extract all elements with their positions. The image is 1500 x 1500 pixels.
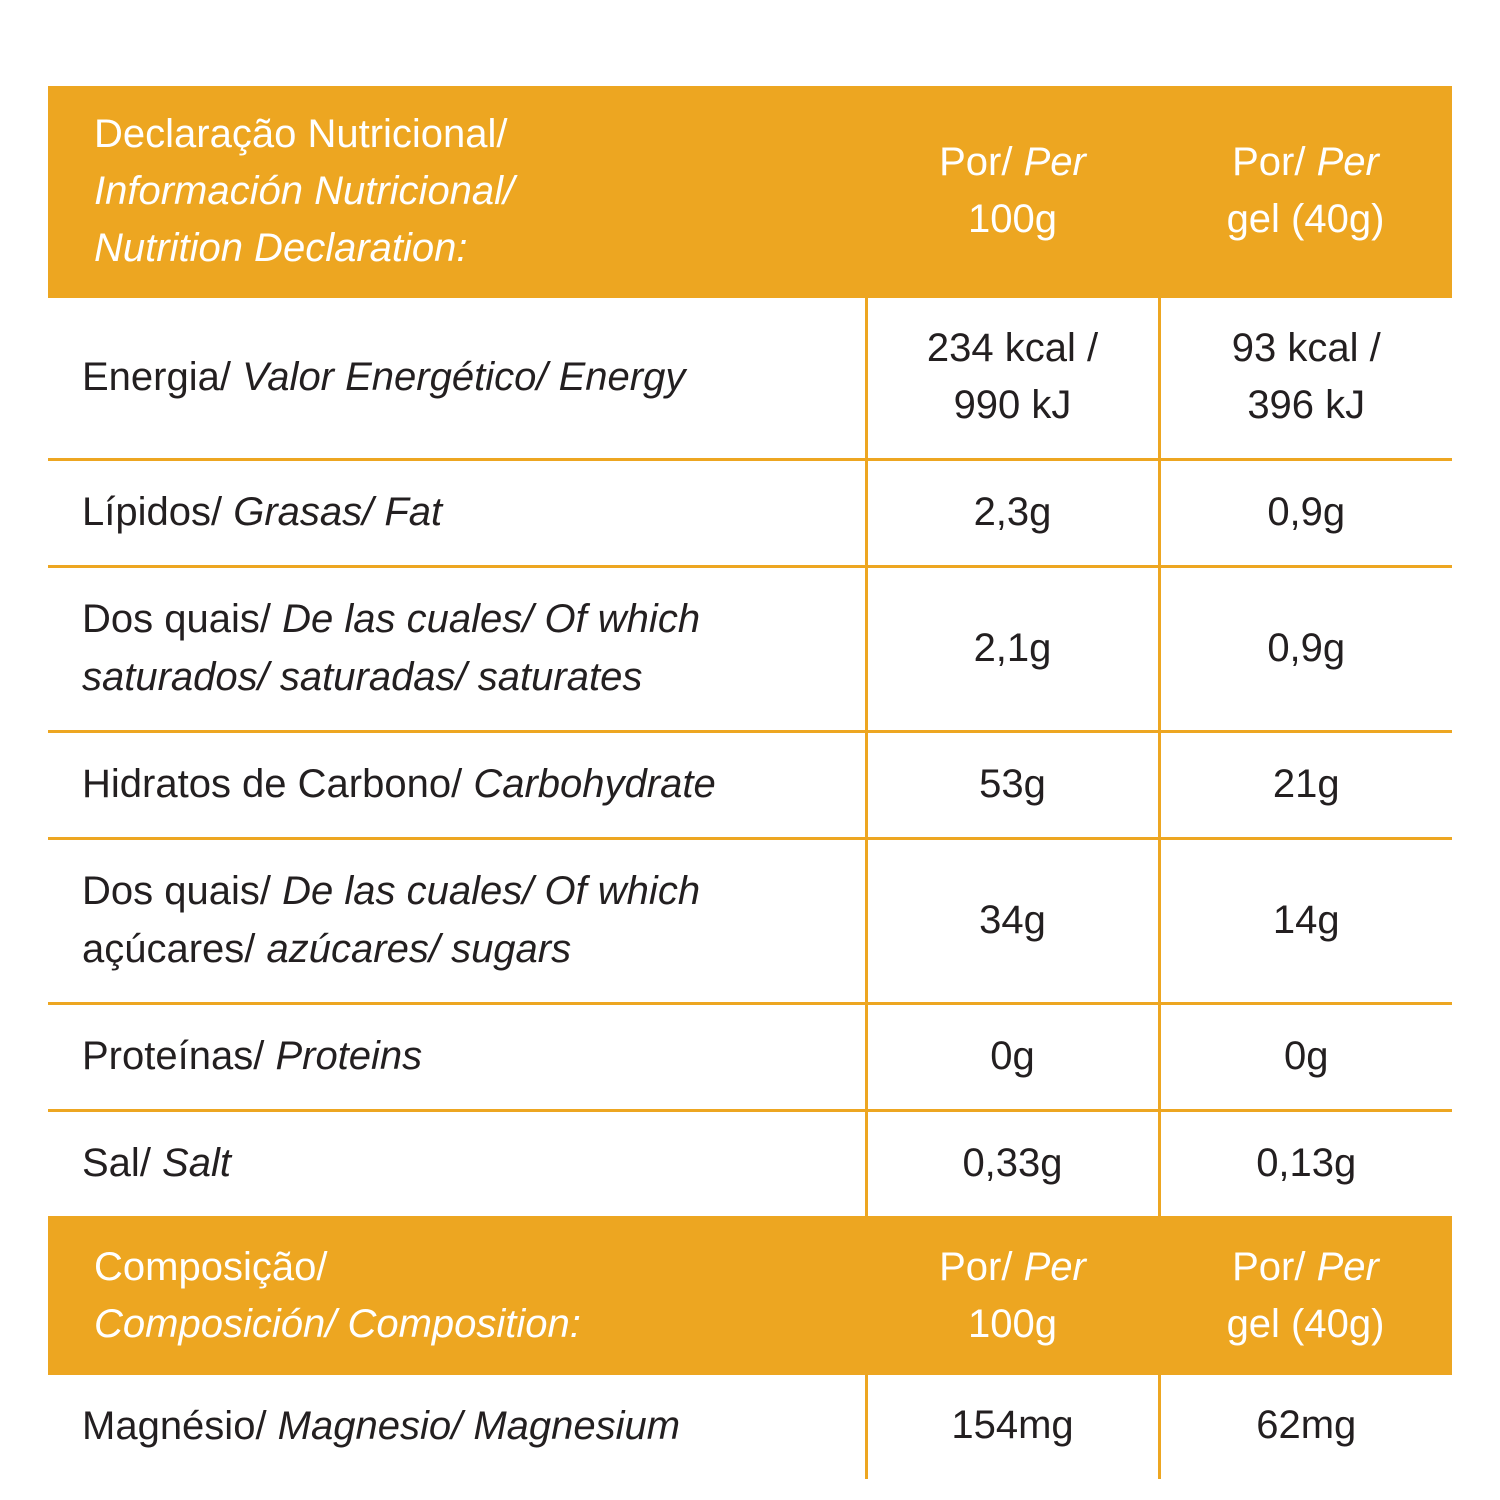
table-row (48, 1003, 1452, 1110)
composition-header-col-per100g-line2: 100g (968, 1301, 1057, 1346)
label-pt: Dos quais/ (82, 596, 283, 641)
row-value-magnesium-pergel: 62mg (1159, 1375, 1452, 1479)
label-line2: saturados/ saturadas/ saturates (82, 654, 643, 699)
table-row (48, 1375, 1452, 1479)
nutrition-header-title-en: Nutrition Declaration: (94, 225, 468, 270)
value-line2: 396 kJ (1247, 383, 1366, 428)
label-line2 (82, 920, 853, 978)
per-label-pt: Por/ (939, 1244, 1024, 1289)
composition-header-title-pt: Composição/ (94, 1244, 328, 1289)
composition-header-col-pergel (1159, 1217, 1452, 1374)
per-label-en: Per (1023, 1244, 1086, 1289)
row-label-proteins (48, 1003, 866, 1110)
value-line1: 234 kcal / (926, 326, 1099, 371)
label-es-en: De las cuales/ Of which (282, 868, 701, 913)
label-pt: Lípidos/ (82, 489, 234, 534)
per-label-pt: Por/ (1232, 140, 1317, 185)
row-value-saturates-pergel: 0,9g (1159, 566, 1452, 731)
label-es-en: Valor Energético/ Energy (242, 355, 686, 400)
row-value-energy-pergel (1159, 298, 1452, 459)
nutrition-header-col-per100g-line1 (874, 134, 1151, 191)
label-line2-es-en: azúcares/ sugars (266, 926, 572, 971)
row-label-saturates (48, 566, 866, 731)
label-es-en: Magnesio/ Magnesium (277, 1403, 681, 1448)
nutrition-header-row (48, 86, 1452, 298)
nutrition-header-col-per100g (866, 86, 1159, 298)
label-pt: Dos quais/ (82, 868, 283, 913)
nutrition-table (48, 86, 1452, 1479)
per-label-en: Per (1316, 140, 1379, 185)
label-es-en: De las cuales/ Of which (282, 596, 701, 641)
table-row (48, 566, 1452, 731)
nutrition-header-col-per100g-line2: 100g (968, 197, 1057, 242)
nutrition-header-title-pt: Declaração Nutricional/ (94, 112, 508, 156)
row-value-saturates-per100g: 2,1g (866, 566, 1159, 731)
row-value-salt-pergel: 0,13g (1159, 1110, 1452, 1217)
per-label-en: Per (1023, 140, 1086, 185)
row-value-sugars-per100g: 34g (866, 838, 1159, 1003)
row-label-energy (48, 298, 866, 459)
nutrition-header-col-pergel-line1 (1167, 134, 1444, 191)
row-value-carbohydrate-per100g: 53g (866, 731, 1159, 838)
row-label-sugars (48, 838, 866, 1003)
label-es-en: Salt (162, 1140, 231, 1185)
label-pt: Magnésio/ (82, 1403, 278, 1448)
per-label-pt: Por/ (1232, 1244, 1317, 1289)
composition-header-row (48, 1217, 1452, 1374)
row-label-carbohydrate (48, 731, 866, 838)
composition-header-title-es-en: Composición/ Composition: (94, 1301, 581, 1346)
row-value-proteins-pergel: 0g (1159, 1003, 1452, 1110)
nutrition-header-title-es: Información Nutricional/ (94, 168, 515, 213)
composition-header-col-per100g-line1 (874, 1239, 1151, 1296)
row-value-fat-per100g: 2,3g (866, 459, 1159, 566)
composition-header-col-pergel-line2: gel (40g) (1226, 1301, 1385, 1346)
label-es-en: Proteins (275, 1033, 423, 1078)
per-label-pt: Por/ (939, 140, 1024, 185)
row-value-fat-pergel: 0,9g (1159, 459, 1452, 566)
nutrition-header-col-pergel-line2: gel (40g) (1226, 197, 1385, 242)
row-value-proteins-per100g: 0g (866, 1003, 1159, 1110)
label-pt: Energia/ (82, 355, 243, 400)
row-value-sugars-pergel: 14g (1159, 838, 1452, 1003)
composition-header-title (48, 1217, 866, 1374)
table-row (48, 731, 1452, 838)
row-value-energy-per100g (866, 298, 1159, 459)
label-es-en: Carbohydrate (473, 761, 716, 806)
value-line1: 93 kcal / (1231, 326, 1381, 371)
label-line2-pt: açúcares/ (82, 926, 267, 971)
label-pt: Proteínas/ (82, 1033, 276, 1078)
value-line2: 990 kJ (953, 383, 1072, 428)
row-value-salt-per100g: 0,33g (866, 1110, 1159, 1217)
label-pt: Sal/ (82, 1140, 163, 1185)
composition-header-col-per100g (866, 1217, 1159, 1374)
table-row (48, 838, 1452, 1003)
nutrition-header-title (48, 86, 866, 298)
nutrition-header-col-pergel (1159, 86, 1452, 298)
row-label-fat (48, 459, 866, 566)
composition-header-col-pergel-line1 (1167, 1239, 1444, 1296)
table-row (48, 1110, 1452, 1217)
label-es-en: Grasas/ Fat (233, 489, 443, 534)
row-value-magnesium-per100g: 154mg (866, 1375, 1159, 1479)
row-value-carbohydrate-pergel: 21g (1159, 731, 1452, 838)
per-label-en: Per (1316, 1244, 1379, 1289)
table-row (48, 298, 1452, 459)
label-pt: Hidratos de Carbono/ (82, 761, 474, 806)
table-row (48, 459, 1452, 566)
row-label-magnesium (48, 1375, 866, 1479)
row-label-salt (48, 1110, 866, 1217)
